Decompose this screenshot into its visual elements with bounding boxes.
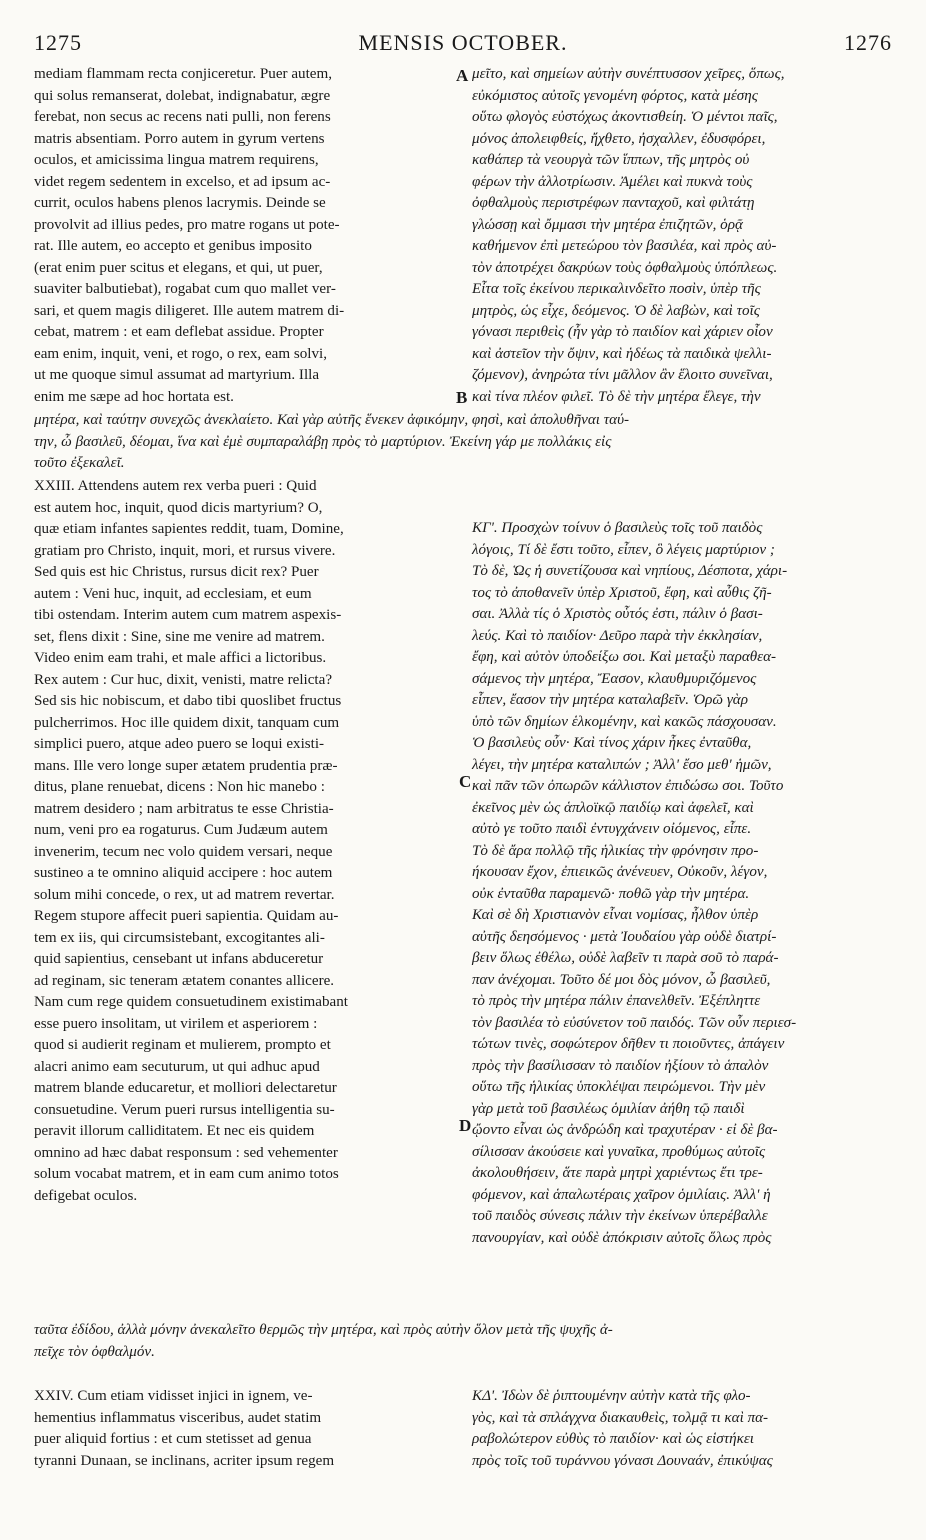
margin-letter-d: D <box>459 1116 472 1135</box>
page-number-left: 1275 <box>34 30 82 55</box>
page-number-right: 1276 <box>844 30 892 55</box>
greek-spanning-block-2: ταῦτα ἐδίδου, ἀλλὰ μόνην ἀνεκαλεῖτο θερμῶς τὴν μητέρα, καὶ πρὸς αὐτὴν ὅλον μετὰ τῆς ψυχῆς ἀ- πεῖχε τὸν ὀφθαλμόν. <box>34 1322 613 1360</box>
margin-letter-a: A <box>456 66 469 85</box>
greek-column-block-2: ΚΓ'. Προσχὼν τοίνυν ὁ βασιλεὺς τοῖς τοῦ παιδὸς λόγοις, Τί δὲ ἔστι τοῦτο, εἶπεν, ὃ λέγεις μαρτύριον ; Τὸ δὲ, Ὡς ἡ συνετίζουσα καὶ νηπίους, Δέσποτα, χάρι- τος τὸ ἀποθανεῖν ὑπὲρ Χριστοῦ, ἔφη, καὶ αὖθις ζῆ- σαι. Ἀλλὰ τίς ὁ Χριστὸς οὗτός ἐστι, πάλιν ὁ βασι- λεύς. Καὶ τὸ παιδίον· Δεῦρο παρὰ τὴν ἐκκλησίαν, ἔφη, καὶ αὐτὸν ὑποδείξω σοι. Καὶ μεταξὺ παραθεα- σάμενος τὴν μητέρα, Ἔασον, κλαυθμυριζόμενος εἶπεν, ἔασον τὴν μητέρα καταλαβεῖν. Ὁρῶ γὰρ ὑπὸ τῶν δημίων ἑλκομένην, καὶ κακῶς πάσχουσαν. Ὁ βασιλεὺς οὖν· Καὶ τίνος χάριν ἧκες ἐνταῦθα, λέγει, τὴν μητέρα καταλιπών ; Ἀλλ' ἔσο μεθ' ἡμῶν, καὶ πᾶν τῶν ὀπωρῶν κάλλιστον ἐπιδώσω σοι. Τοῦτο ἐκεῖνος μὲν ὡς ἁπλοϊκῷ παιδίῳ καὶ ἀφελεῖ, καὶ αὐτὸ γε τοῦτο παιδὶ ἐντυγχάνειν οἰόμενος, εἶπε. Τὸ δὲ ἄρα πολλῷ τῆς ἡλικίας τὴν φρόνησιν προ- ήκουσαν ἔχον, ἐπιεικῶς ἀνένευεν, Οὐκοῦν, λέγον, οὐκ ἐνταῦθα παραμενῶ· ποθῶ γὰρ τὴν μητέρα. Καὶ σὲ δὴ Χριστιανὸν εἶναι νομίσας, ἦλθον ὑπὲρ αὐτῆς δεησόμενος · μετὰ Ἰουδαίου γὰρ οὐδὲ διατρί- βειν ὅλως ἐθέλω, οὐδὲ λαβεῖν τι παρὰ σοῦ τὸ παρά- παν ἀνέχομαι. Τοῦτο δέ μοι δὸς μόνον, ὦ βασιλεῦ, τὸ πρὸς τὴν μητέρα πάλιν ἐπανελθεῖν. Ἐξέπληττε τὸν βασιλέα τὸ εὐσύνετον τοῦ παιδός. Τῶν οὖν περιεσ- τώτων τινὲς, σοφώτερον δῆθεν τι ποιοῦντες, ἀπάγειν πρὸς τὴν βασίλισσαν τὸ παιδίον ἠξίουν τὸ ἁπαλὸν οὕτω τῆς ἡλικίας ὑποκλέψαι πειρώμενοι. Τὴν μὲν γὰρ μετὰ τοῦ βασιλέως ὁμιλίαν ἀήθη τῷ παιδὶ ᾤοντο εἶναι ὡς ἀνδρώδη καὶ τραχυτέραν · εἰ δὲ βα- σίλισσαν ἀκούσειε καὶ γυναῖκα, προθύμως αὐτοῖς ἀκολουθήσειν, ἅτε παρὰ μητρὶ χαριέντως ἔτι τρε- φόμενον, καὶ ἁπαλωτέραις χαῖρον ὁμιλίαις. Ἀλλ' ἡ τοῦ παιδὸς σύνεσις πάλιν τὴν ἐκείνων ὑπερέβαλλε πανουργίαν, καὶ οὐδὲ ἀπόκρισιν αὐτοῖς ὅλως πρὸς <box>472 520 797 1246</box>
latin-column-block-1: mediam flammam recta conjiceretur. Puer autem, qui solus remanserat, dolebat, indignabatur, ægre ferebat, non secus ac recens nati pulli, non ferens matris absentiam. Porro autem in gyrum vertens oculos, et amicissima lingua matrem requirens, videt regem sedentem in excelso, et ad ipsum ac- currit, oculos habens plenos lacrymis. Deinde se provolvit ad illius pedes, pro matre rogans ut pote- rat. Ille autem, eo accepto et genibus imposito (erat enim puer scitus et elegans, et qui, ut puer, suaviter balbutiebat), rogabat cum quo mallet ver- sari, et quem magis diligeret. Ille autem matrem di- cebat, matrem : et eam deflebat assidue. Propter eam enim, inquit, veni, et rogo, o rex, eam solvi, ut me quoque simul assumat ad martyrium. Illa enim me sæpe ad hoc hortata est. <box>34 66 345 405</box>
greek-spanning-block-1: μητέρα, καὶ ταύτην συνεχῶς ἀνεκλαίετο. Καὶ γὰρ αὐτῆς ἕνεκεν ἀφικόμην, φησὶ, καὶ ἀπολυθῆναι ταύ- την, ὦ βασιλεῦ, δέομαι, ἵνα καὶ ἐμὲ συμπαραλάβῃ πρὸς τὸ μαρτύριον. Ἐκείνη γάρ με πολλάκις εἰς τοῦτο ἐξεκαλεῖ. <box>34 412 630 471</box>
greek-column-block-3: ΚΔ'. Ἰδὼν δὲ ῥιπτουμένην αὐτὴν κατὰ τῆς φλο- γὸς, καὶ τὰ σπλάγχνα διακαυθεὶς, τολμᾷ τι καὶ πα- ραβολώτερον εὐθὺς τὸ παιδίον· καὶ ὡς εἱστήκει πρὸς τοῖς τοῦ τυράννου γόνασι Δουναάν, ἐπικύψας <box>472 1388 773 1469</box>
greek-column-block-1: μεῖτο, καὶ σημείων αὐτὴν συνέπτυσσον χεῖρες, ὅπως, εὐκόμιστος αὐτοῖς γενομένη φόρτος, κατὰ μέσης οὕτω φλογὸς εὐστόχως ἀκοντισθείη. Ὁ μέντοι παῖς, μόνος ἀπολειφθείς, ἤχθετο, ἠσχαλλεν, ἐδυσφόρει, καθάπερ τὰ νεουργὰ τῶν ἵππων, τῆς μητρὸς οὐ φέρων τὴν ἀλλοτρίωσιν. Ἀμέλει καὶ πυκνὰ τοὺς ὀφθαλμοὺς περιστρέφων πανταχοῦ, καὶ φιλτάτῃ γλώσσῃ καὶ ὄμμασι τὴν μητέρα ἐπιζητῶν, ὁρᾷ καθήμενον ἐπὶ μετεώρου τὸν βασιλέα, καὶ πρὸς αὐ- τὸν ἀποτρέχει δακρύων τοὺς ὀφθαλμοὺς ὑπόπλεως. Εἶτα τοῖς ἐκείνου περικαλινδεῖτο ποσὶν, ὑπὲρ τῆς μητρὸς, ὡς εἶχε, δεόμενος. Ὁ δὲ λαβὼν, καὶ τοῖς γόνασι περιθεὶς (ἦν γὰρ τὸ παιδίον καὶ χάριεν οἷον καὶ ἀστεῖον τὴν ὄψιν, καὶ ἡδέως τὰ παιδικὰ ψελλι- ζόμενον), ἀνηρώτα τίνι μᾶλλον ἂν ἕλοιτο συνεῖναι, καὶ τίνα πλέον φιλεῖ. Τὸ δὲ τὴν μητέρα ἔλεγε, τὴν <box>472 66 785 405</box>
running-title: MENSIS OCTOBER. <box>358 30 568 55</box>
latin-column-block-3: XXIV. Cum etiam vidisset injici in ignem, ve- hementius inflammatus visceribus, audet statim puer aliquid fortius : et cum stetisset ad genua tyranni Dunaan, se inclinans, acriter ipsum regem <box>34 1388 335 1469</box>
page-header <box>34 30 892 60</box>
margin-letter-c: C <box>459 772 472 791</box>
latin-column-block-2: XXIII. Attendens autem rex verba pueri : Quid est autem hoc, inquit, quod dicis martyrium? O, quæ etiam infantes sapientes reddit, tuam, Domine, gratiam pro Christo, inquit, mori, et rursus vivere. Sed quis est hic Christus, rursus dicit rex? Puer autem : Veni huc, inquit, ad ecclesiam, et eum tibi ostendam. Interim autem cum matrem aspexis- set, flens dixit : Sine, sine me venire ad matrem. Video enim eam trahi, et male affici a lictoribus. Rex autem : Cur huc, dixit, venisti, matre relicta? Sed sis hic nobiscum, et dabo tibi quoslibet fructus pulcherrimos. Hoc ille quidem dixit, tanquam cum simplici puero, atque adeo puero se loqui existi- mans. Ille vero longe super ætatem prudentia præ- ditus, plane renuebat, dicens : Non hic manebo : matrem desidero ; nam arbitratus te esse Christia- num, veni pro ea rogaturus. Cum Judæum autem invenerim, tecum nec volo quidem versari, neque sustineo a te omnino aliquid accipere : hoc autem solum mihi concede, o rex, ut ad matrem revertar. Regem stupore affecit pueri sapientia. Quidam au- tem ex iis, qui circumsistebant, excogitantes ali- quid sapientius, censebant ut infans abduceretur ad reginam, sic teneram ætatem conantes allicere. Nam cum rege quidem consuetudinem existimabant esse puero insolitam, ut virilem et asperiorem : quod si audierit reginam et mulierem, prompto et alacri animo eam secuturum, ut qui adhuc apud matrem blande educaretur, et molliori delectaretur consuetudine. Verum pueri rursus intelligentia su- peravit illorum calliditatem. Et nec eis quidem omnino ad hæc dabat responsum : sed vehementer solum vocabat matrem, et in eam cum animo totos defigebat oculos. <box>34 478 348 1204</box>
margin-letter-b: B <box>456 388 468 407</box>
